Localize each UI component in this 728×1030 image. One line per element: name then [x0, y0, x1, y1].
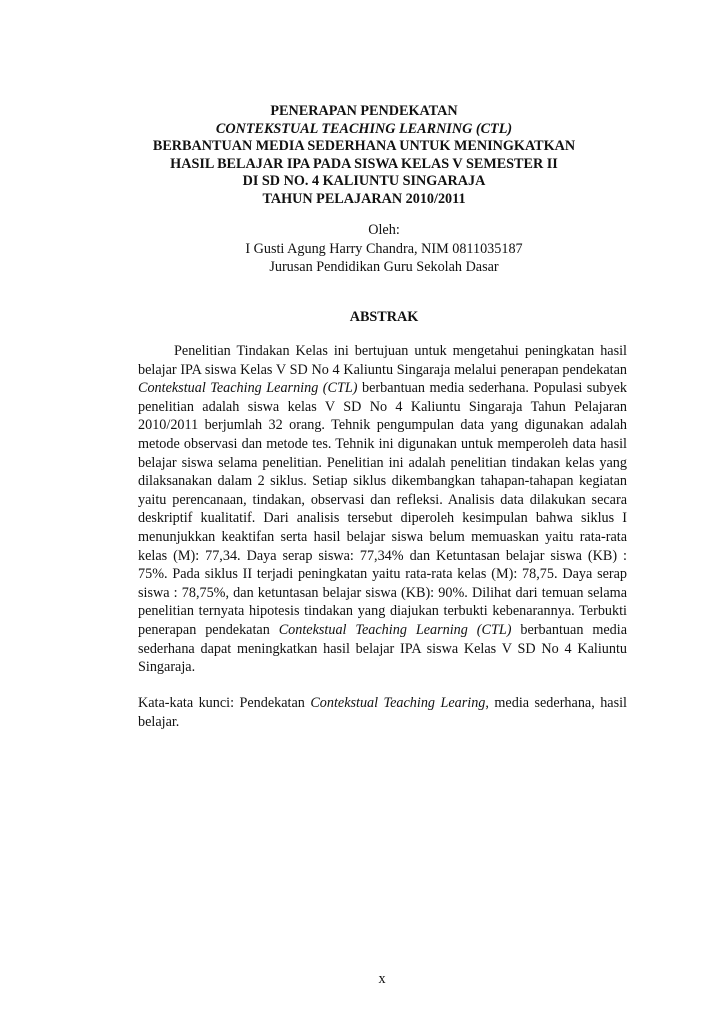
- abstract-body: [138, 342, 627, 677]
- abstract-term-2: Contekstual Teaching Learning (CTL): [278, 621, 512, 638]
- title-line-6: TAHUN PELAJARAN 2010/2011: [262, 190, 466, 207]
- title-line-3: BERBANTUAN MEDIA SEDERHANA UNTUK MENINGKATKAN: [152, 138, 576, 155]
- by-label: Oleh:: [368, 222, 400, 238]
- title-line-5: DI SD NO. 4 KALIUNTU SINGARAJA: [242, 173, 486, 190]
- author-block: [0, 221, 728, 277]
- abstract-heading: ABSTRAK: [349, 309, 419, 325]
- keywords: [138, 694, 627, 731]
- keywords-prefix: Kata-kata kunci: Pendekatan: [138, 695, 311, 711]
- title-line-1: PENERAPAN PENDEKATAN: [270, 103, 458, 119]
- abstract-text-1: Penelitian Tindakan Kelas ini bertujuan untuk mengetahui peningkatan hasil belajar IPA siswa Kelas V SD No 4 Kaliuntu Singaraja melalui penerapan pendekatan: [138, 343, 627, 378]
- keywords-term: Contekstual Teaching Learing: [310, 695, 486, 711]
- author-department: Jurusan Pendidikan Guru Sekolah Dasar: [269, 259, 499, 275]
- abstract-text-2: berbantuan media sederhana. Populasi subyek penelitian adalah siswa kelas V SD No 4 Kaliuntu Singaraja Tahun Pelajaran 2010/2011 berjumlah 32 orang. Tehnik pengumpulan data yang digunakan adalah metode observasi dan metode tes. Tehnik ini digunakan untuk memperoleh data hasil belajar siswa selama penelitian. Penelitian ini adalah penelitian tindakan kelas yang dilaksanakan dalam 2 siklus. Setiap siklus dikembangkan tahapan-tahapan kegiatan yaitu perencanaan, tindakan, observasi dan refleksi. Analisis data dilakukan secara deskriptif kualitatif. Dari analisis tersebut diperoleh kesimpulan bahwa siklus I menunjukkan keaktifan serta hasil belajar siswa belum memuaskan yaitu rata-rata kelas (M): 77,34. Daya serap siswa: 77,34% dan Ketuntasan belajar siswa (KB) : 75%. Pada siklus II terjadi peningkatan yaitu rata-rata kelas (M): 78,75. Daya serap siswa : 78,75%, dan ketuntasan belajar siswa (KB): 90%. Dilihat dari temuan selama penelitian ternyata hipotesis tindakan yang diajukan terbukti kebenarannya. Terbukti penerapan pendekatan: [138, 380, 627, 638]
- document-title: [0, 103, 728, 209]
- keywords-suffix: , media sederhana, hasil belajar.: [138, 695, 627, 730]
- abstract-term-1: Contekstual Teaching Learning (CTL): [138, 380, 358, 397]
- title-line-4: HASIL BELAJAR IPA PADA SISWA KELAS V SEMESTER II: [170, 155, 558, 172]
- title-line-2: CONTEKSTUAL TEACHING LEARNING (CTL): [215, 120, 513, 137]
- page-number: x: [378, 971, 386, 987]
- author-name: I Gusti Agung Harry Chandra, NIM 0811035187: [245, 240, 523, 257]
- abstract-text-3: berbantuan media sederhana dapat meningkatkan hasil belajar IPA siswa Kelas V SD No 4 Kaliuntu Singaraja.: [138, 621, 627, 676]
